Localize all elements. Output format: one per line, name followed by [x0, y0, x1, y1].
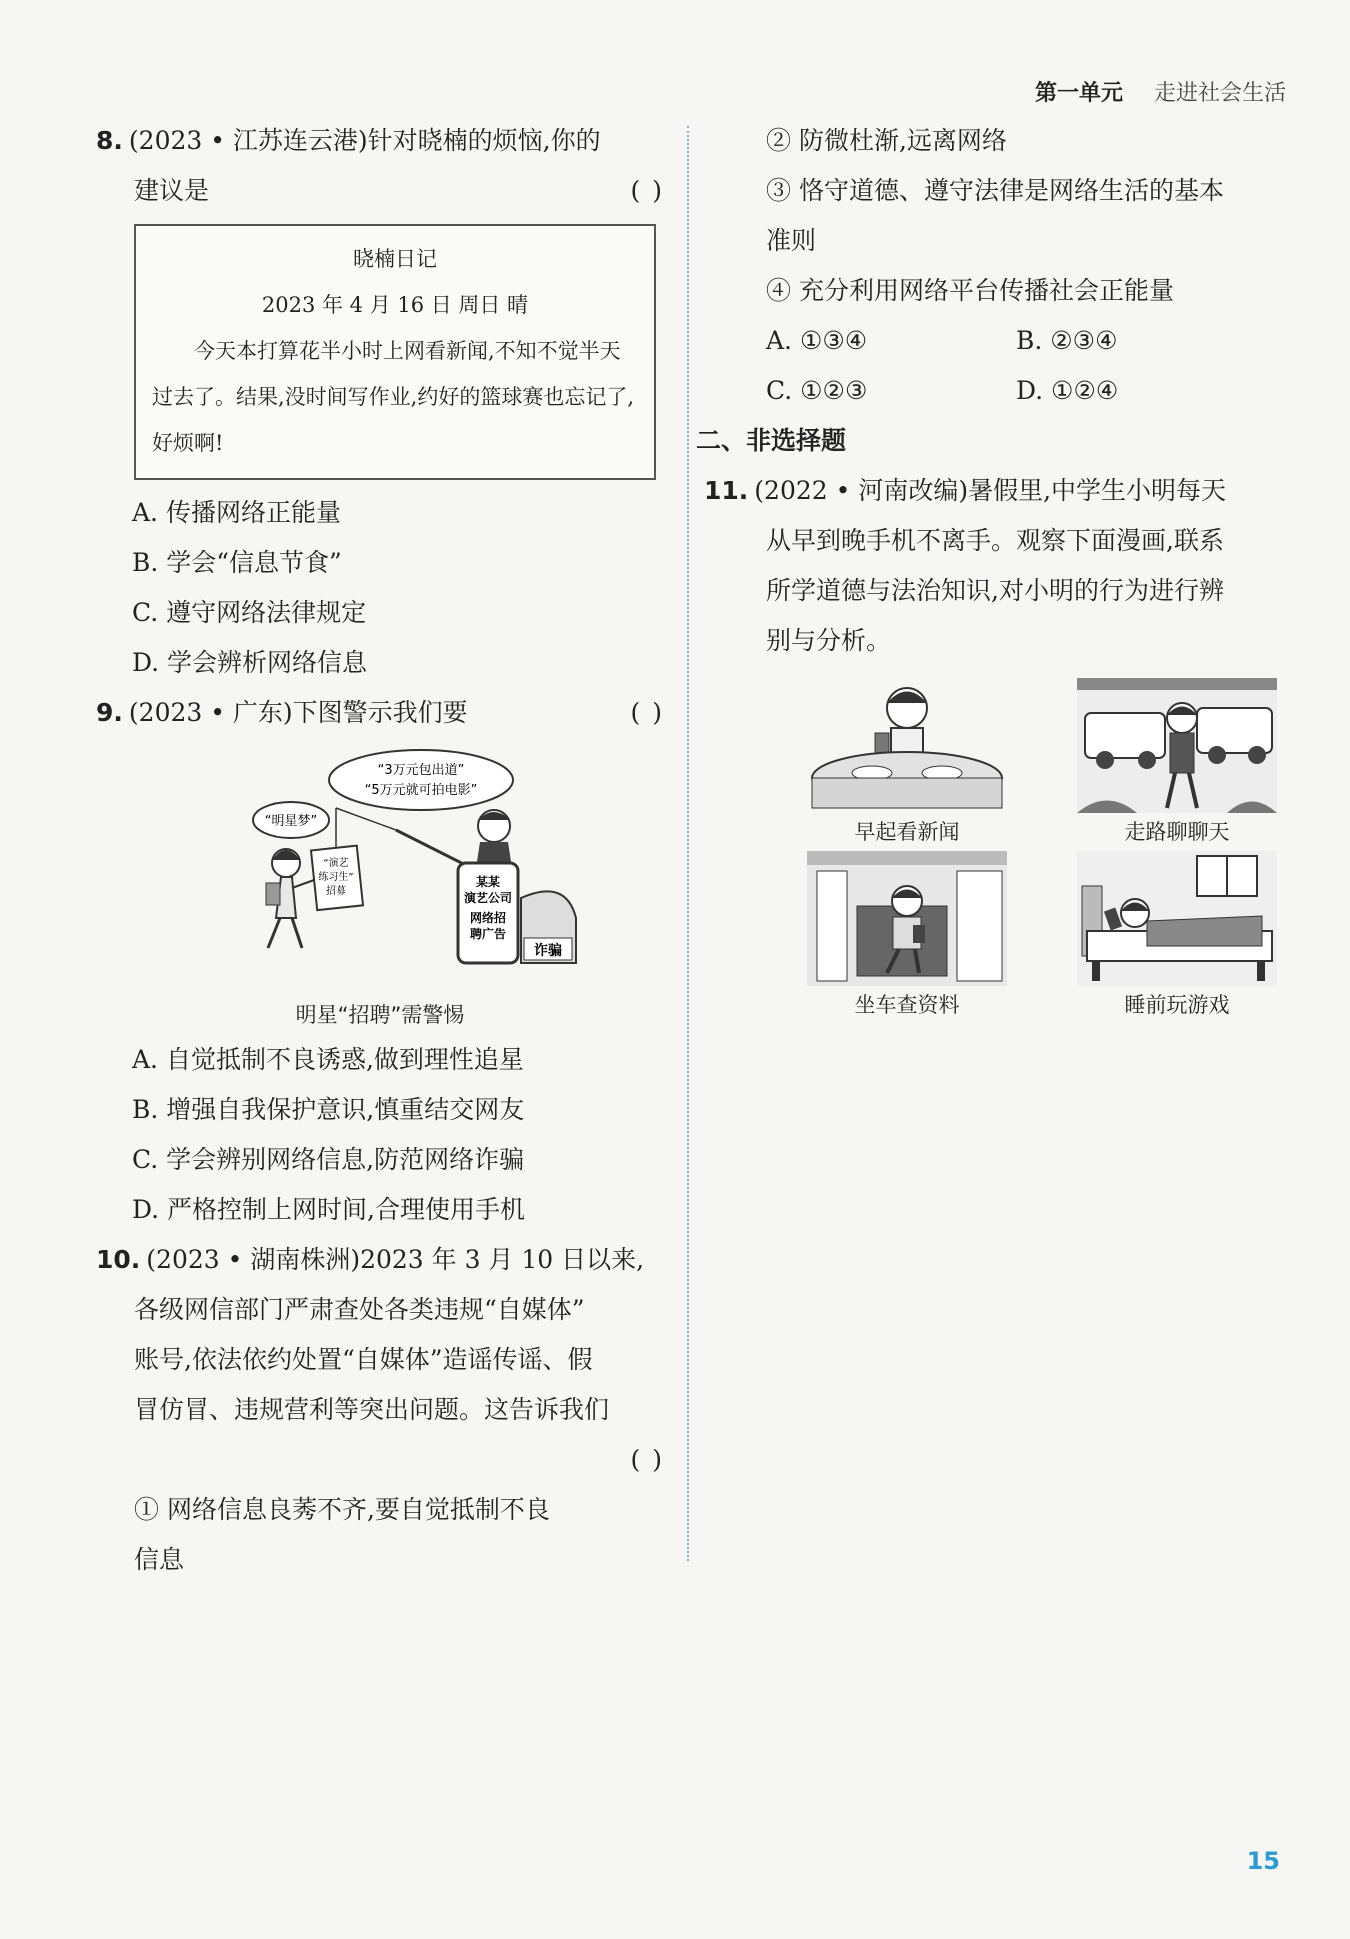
- answer-blank: ( ): [630, 698, 664, 727]
- statement-4: ④ 充分利用网络平台传播社会正能量: [766, 276, 1174, 305]
- comic-label: 睡前玩游戏: [1124, 993, 1230, 1017]
- unit-topic: 走进社会生活: [1153, 81, 1286, 106]
- question-number: 10.: [96, 1245, 141, 1274]
- comic-label: 早起看新闻: [854, 820, 960, 844]
- unit-title: 第一单元: [1034, 81, 1123, 106]
- svg-text:演艺公司: 演艺公司: [463, 891, 513, 905]
- recruitment-cartoon: [236, 748, 616, 978]
- question-stem: 建议是: [134, 176, 210, 205]
- bait-sign-text: “演艺: [323, 858, 349, 869]
- statement-3: ③ 恪守道德、遵守法律是网络生活的基本: [766, 176, 1224, 205]
- comic-label: 走路聊聊天: [1124, 820, 1230, 844]
- question-stem: 账号,依法依约处置“自媒体”造谣传谣、假: [134, 1345, 593, 1374]
- option-d: D. 严格控制上网时间,合理使用手机: [132, 1195, 525, 1224]
- svg-text:聘广告: 聘广告: [469, 927, 507, 941]
- question-number: 11.: [704, 476, 749, 505]
- page-header: [1035, 76, 1286, 107]
- question-stem: 从早到晚手机不离手。观察下面漫画,联系: [766, 526, 1224, 555]
- column-divider: [687, 126, 689, 1561]
- question-8: [96, 116, 664, 688]
- comic-panel-news: [772, 678, 1042, 851]
- statement-2: ② 防微杜渐,远离网络: [766, 126, 1007, 155]
- question-11: [704, 466, 1292, 1024]
- statement-1: ① 网络信息良莠不齐,要自觉抵制不良: [134, 1495, 550, 1524]
- comic-breakfast-image: [807, 678, 1007, 813]
- svg-text:网络招: 网络招: [469, 911, 507, 925]
- option-c: C. 学会辨别网络信息,防范网络诈骗: [132, 1145, 525, 1174]
- bubble-text-1: “3万元包出道”: [377, 763, 465, 778]
- bubble-text-2: “5万元就可拍电影”: [364, 783, 478, 798]
- diary-box: [134, 224, 656, 480]
- question-number: 9.: [96, 698, 123, 727]
- question-stem: (2023 • 江苏连云港)针对晓楠的烦恼,你的: [128, 126, 601, 155]
- left-column: [96, 116, 664, 1585]
- option-a: A. 自觉抵制不良诱惑,做到理性追星: [132, 1045, 524, 1074]
- option-b: B. 学会“信息节食”: [132, 548, 342, 577]
- question-stem: 所学道德与法治知识,对小明的行为进行辨: [766, 576, 1224, 605]
- question-stem: (2023 • 湖南株洲)2023 年 3 月 10 日以来,: [146, 1245, 645, 1274]
- answer-blank: ( ): [630, 176, 664, 205]
- question-10: [96, 1235, 664, 1585]
- question-stem: (2022 • 河南改编)暑假里,中学生小明每天: [754, 476, 1227, 505]
- dream-text: “明星梦”: [264, 814, 318, 829]
- question-stem: (2023 • 广东)下图警示我们要: [128, 698, 468, 727]
- comic-label: 坐车查资料: [854, 993, 960, 1017]
- cartoon-caption: 明星“招聘”需警惕: [295, 1003, 465, 1027]
- svg-text:练习生”: 练习生”: [318, 872, 354, 883]
- statement-3-cont: 准则: [766, 226, 817, 255]
- comic-grid: [772, 678, 1292, 1024]
- comic-panel-bus: [772, 851, 1042, 1024]
- comic-bed-image: [1077, 851, 1277, 986]
- svg-text:某某: 某某: [475, 875, 501, 889]
- comic-panel-bed: [1042, 851, 1312, 1024]
- question-stem: 各级网信部门严肃查处各类违规“自媒体”: [134, 1295, 585, 1324]
- man-figure: [476, 810, 512, 868]
- svg-text:招募: 招募: [326, 886, 346, 897]
- diary-date: 2023 年 4 月 16 日 周日 晴: [261, 293, 529, 317]
- girl-figure: [266, 849, 314, 948]
- right-column: [696, 116, 1292, 1024]
- section-title: 二、非选择题: [696, 426, 847, 455]
- option-d: D. ①②④: [1016, 376, 1119, 405]
- option-c: C. 遵守网络法律规定: [132, 598, 367, 627]
- option-b: B. 增强自我保护意识,慎重结交网友: [132, 1095, 525, 1124]
- q10-options: [712, 316, 1292, 416]
- page-number: 15: [1246, 1847, 1280, 1875]
- comic-walking-image: [1077, 678, 1277, 813]
- question-10-continued: [712, 116, 1292, 416]
- statement-1-cont: 信息: [134, 1545, 185, 1574]
- option-b: B. ②③④: [1016, 326, 1118, 355]
- diary-title: 晓楠日记: [353, 247, 437, 271]
- option-a: A. 传播网络正能量: [132, 498, 341, 527]
- option-a: A. ①③④: [766, 326, 868, 355]
- comic-panel-walking: [1042, 678, 1312, 851]
- answer-blank: ( ): [630, 1445, 664, 1474]
- comic-bus-image: [807, 851, 1007, 986]
- diary-body: 今天本打算花半小时上网看新闻,不知不觉半天过去了。结果,没时间写作业,约好的篮球赛也忘记了,好烦啊!: [152, 339, 635, 455]
- question-number: 8.: [96, 126, 123, 155]
- option-d: D. 学会辨析网络信息: [132, 648, 368, 677]
- question-stem: 冒仿冒、违规营利等突出问题。这告诉我们: [134, 1395, 610, 1424]
- question-stem: 别与分析。: [766, 626, 892, 655]
- question-9: [96, 688, 664, 1235]
- bag-label: 诈骗: [534, 943, 562, 959]
- option-c: C. ①②③: [766, 376, 868, 405]
